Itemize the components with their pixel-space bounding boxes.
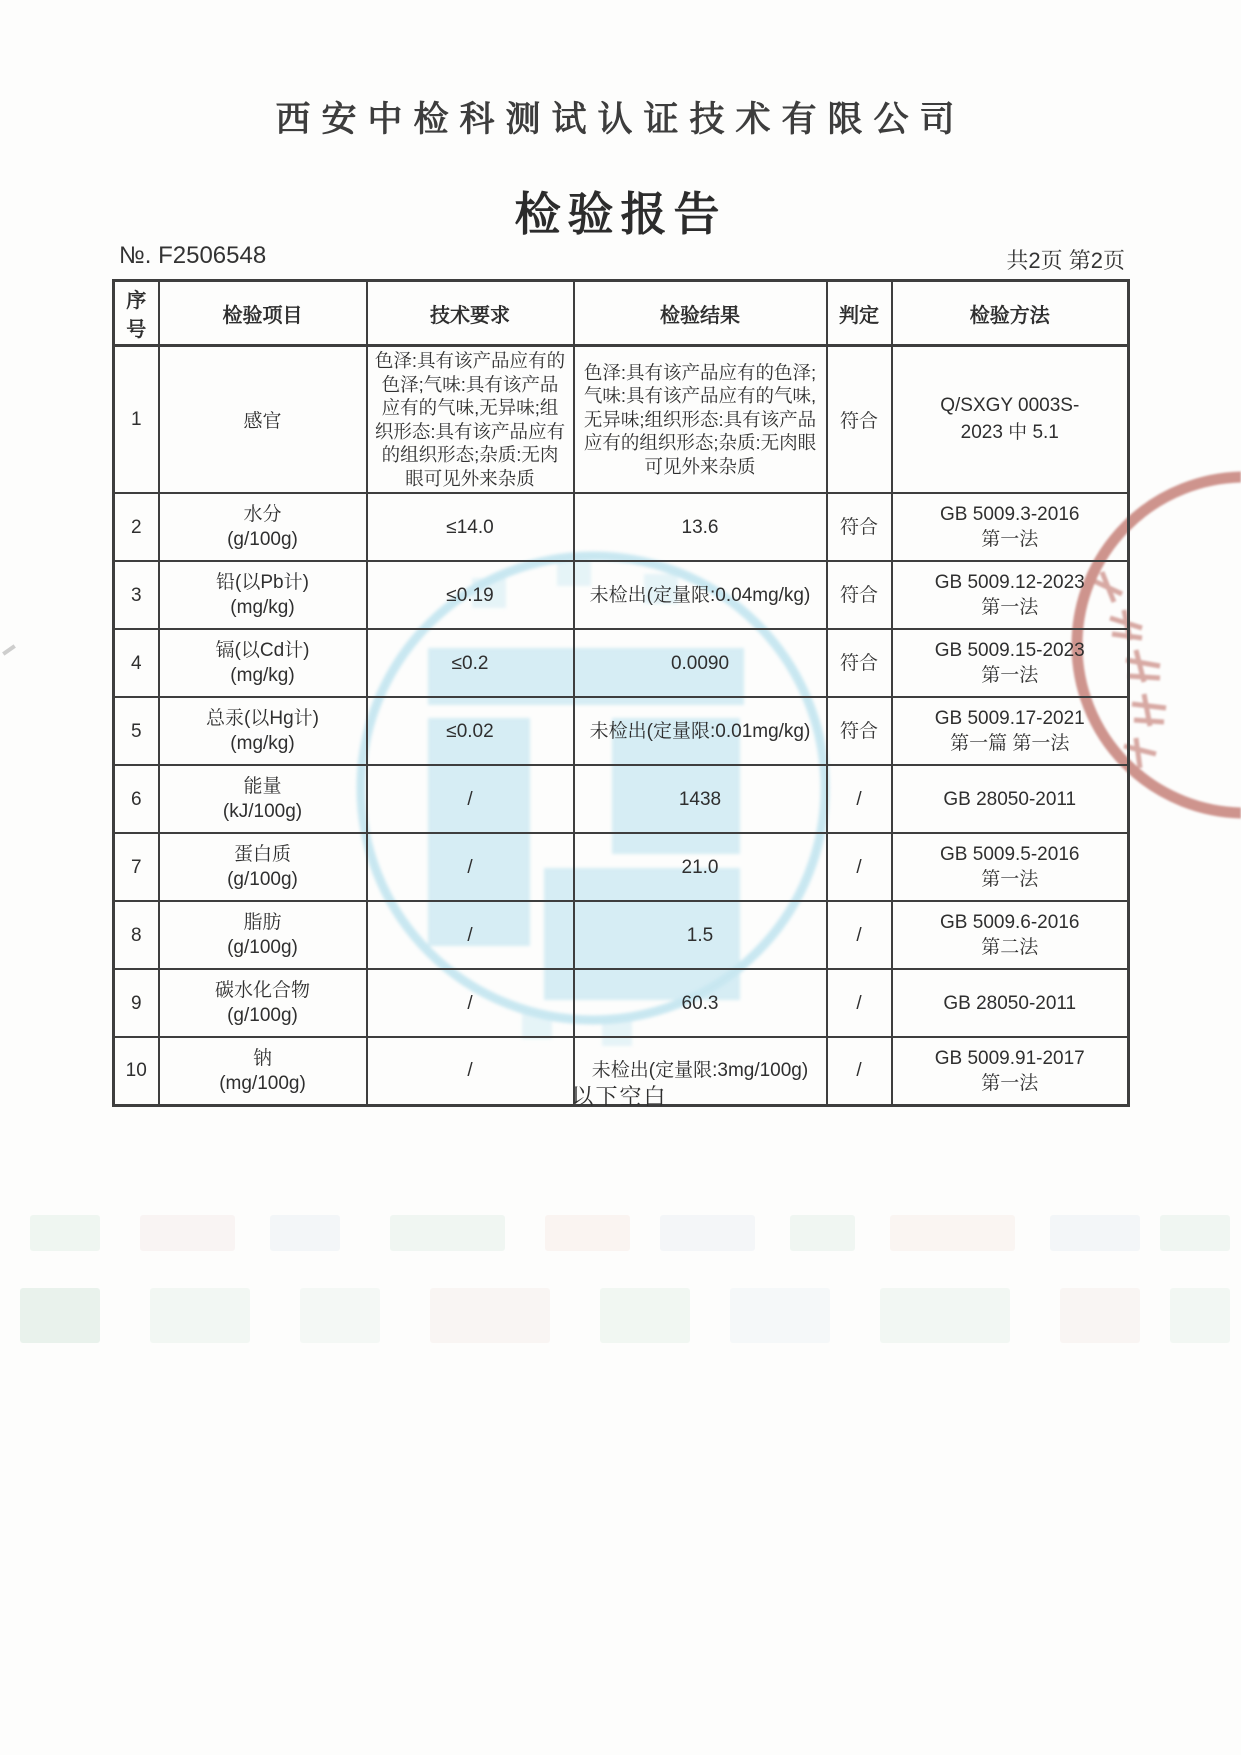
verdict-cell: / [827,901,892,969]
results-table-body [114,346,1129,1106]
item-cell: 铅(以Pb计) (mg/kg) [159,561,367,629]
table-row [114,969,1129,1037]
seq-cell: 4 [114,629,159,697]
table-row [114,561,1129,629]
verdict-cell: 符合 [827,346,892,494]
method-cell: GB 28050-2011 [892,765,1129,833]
method-cell: GB 5009.3-2016 第一法 [892,493,1129,561]
header-row [114,281,1129,346]
col-header-item: 检验项目 [159,281,367,346]
method-cell: GB 28050-2011 [892,969,1129,1037]
verdict-cell: 符合 [827,561,892,629]
method-cell: GB 5009.15-2023 第一法 [892,629,1129,697]
item-cell: 蛋白质 (g/100g) [159,833,367,901]
result-cell: 未检出(定量限:0.04mg/kg) [574,561,827,629]
seq-cell: 3 [114,561,159,629]
requirement-cell: ≤0.19 [367,561,574,629]
table-header [114,281,1129,346]
requirement-cell: / [367,901,574,969]
verdict-cell: / [827,969,892,1037]
seq-cell: 8 [114,901,159,969]
method-cell: GB 5009.5-2016 第一法 [892,833,1129,901]
item-cell: 钠 (mg/100g) [159,1037,367,1105]
method-cell: GB 5009.17-2021 第一篇 第一法 [892,697,1129,765]
item-cell: 感官 [159,346,367,494]
item-cell: 水分 (g/100g) [159,493,367,561]
verdict-cell: / [827,1037,892,1105]
report-number: №. F2506548 [119,242,267,269]
requirement-cell: / [367,969,574,1037]
item-cell: 总汞(以Hg计) (mg/kg) [159,697,367,765]
result-cell: 13.6 [574,493,827,561]
result-cell: 21.0 [574,833,827,901]
seq-cell: 2 [114,493,159,561]
seq-cell: 7 [114,833,159,901]
table-row [114,765,1129,833]
result-cell: 1.5 [574,901,827,969]
item-cell: 镉(以Cd计) (mg/kg) [159,629,367,697]
scan-bleed-band-1 [0,1215,1241,1255]
inspection-results-table [112,279,1130,1107]
result-cell: 未检出(定量限:0.01mg/kg) [574,697,827,765]
result-cell: 色泽:具有该产品应有的色泽;气味:具有该产品应有的气味,无异味;组织形态:具有该产品应有的组织形态;杂质:无肉眼可见外来杂质 [574,346,827,494]
table-row [114,901,1129,969]
requirement-cell: / [367,765,574,833]
method-cell: Q/SXGY 0003S- 2023 中 5.1 [892,346,1129,494]
method-cell: GB 5009.12-2023 第一法 [892,561,1129,629]
seq-cell: 9 [114,969,159,1037]
table-row [114,697,1129,765]
requirement-cell: ≤0.02 [367,697,574,765]
page-indicator: 共2页 第2页 [1006,248,1125,273]
requirement-cell: / [367,833,574,901]
col-header-seq: 序号 [114,281,159,346]
report-title: 检验报告 [514,188,727,240]
verdict-cell: 符合 [827,697,892,765]
scan-bleed-band-2 [0,1288,1241,1348]
table-row [114,629,1129,697]
result-cell: 60.3 [574,969,827,1037]
result-cell: 0.0090 [574,629,827,697]
table-row [114,493,1129,561]
table-row [114,346,1129,494]
col-header-verdict: 判定 [827,281,892,346]
verdict-cell: / [827,833,892,901]
seq-cell: 10 [114,1037,159,1105]
requirement-cell: ≤0.2 [367,629,574,697]
verdict-cell: 符合 [827,629,892,697]
item-cell: 碳水化合物 (g/100g) [159,969,367,1037]
col-header-requirement: 技术要求 [367,281,574,346]
seq-cell: 5 [114,697,159,765]
table-row [114,833,1129,901]
scan-artifact [2,644,16,655]
company-name: 西安中检科测试认证技术有限公司 [275,100,966,139]
col-header-result: 检验结果 [574,281,827,346]
col-header-method: 检验方法 [892,281,1129,346]
end-of-report-note: 以下空白 [571,1084,668,1109]
result-cell: 未检出(定量限:3mg/100g) [574,1037,827,1105]
requirement-cell: / [367,1037,574,1105]
verdict-cell: / [827,765,892,833]
requirement-cell: ≤14.0 [367,493,574,561]
seq-cell: 1 [114,346,159,494]
method-cell: GB 5009.6-2016 第二法 [892,901,1129,969]
verdict-cell: 符合 [827,493,892,561]
requirement-cell: 色泽:具有该产品应有的色泽;气味:具有该产品应有的气味,无异味;组织形态:具有该产品应有的组织形态;杂质:无肉眼可见外来杂质 [367,346,574,494]
item-cell: 能量 (kJ/100g) [159,765,367,833]
seq-cell: 6 [114,765,159,833]
method-cell: GB 5009.91-2017 第一法 [892,1037,1129,1105]
result-cell: 1438 [574,765,827,833]
item-cell: 脂肪 (g/100g) [159,901,367,969]
